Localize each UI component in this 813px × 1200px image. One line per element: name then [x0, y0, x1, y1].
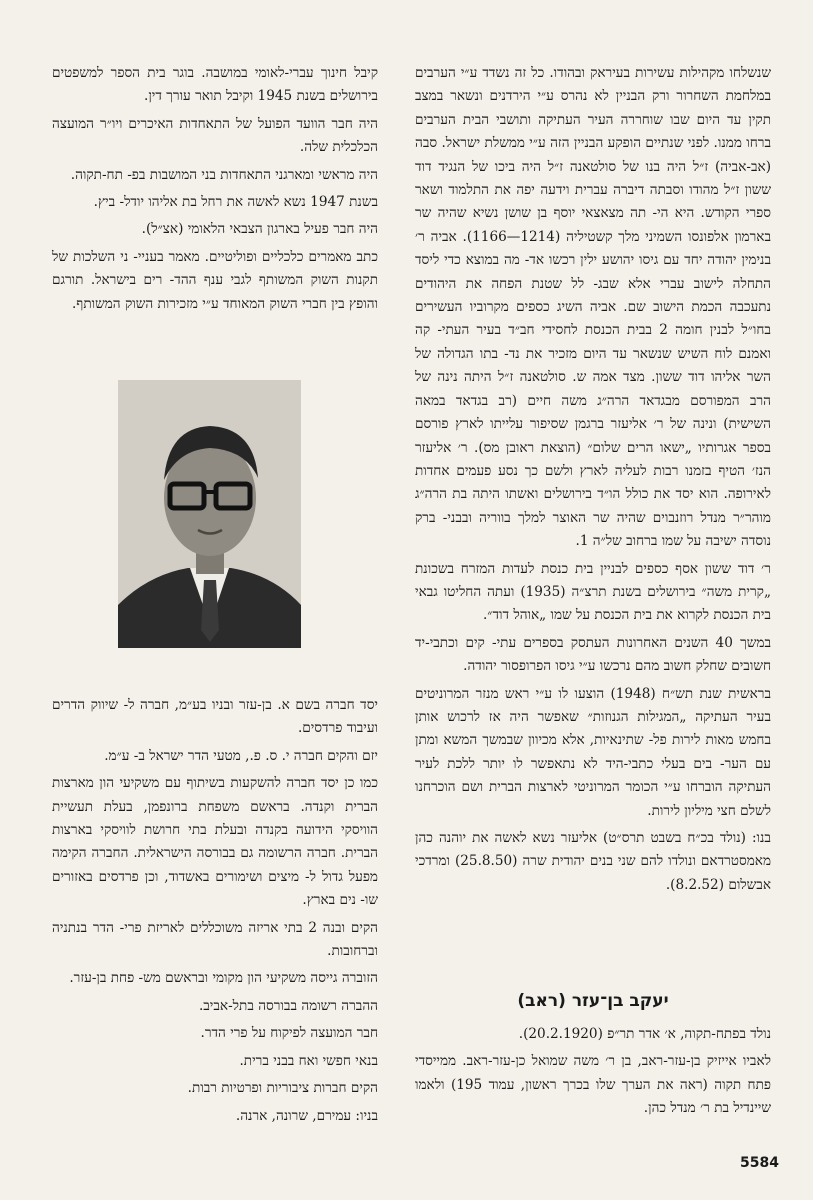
left-paragraph: יסד חברה בשם א. בן-עזר ובניו בע״מ, חברה ל- שיווק הדרים ועיבוד פרדסים. — [52, 697, 378, 737]
left-top-column — [52, 62, 378, 320]
portrait-photo — [118, 380, 301, 648]
left-paragraph: בשנת 1947 נשא לאשה את רחל בת אליהו יודל- ביץ. — [93, 194, 378, 211]
left-paragraph: יזם והקים חברה י. ס. פ., מטעי הדר ישראל ב- ע״מ. — [104, 747, 378, 764]
left-paragraph: כמו כן יסד חברה להשקעות בשיתוף עם משקיעי הון מארצות הברית וקנדה. בראשם משפחת ברונפמן, בעלת תעשיית הוויסקי הידועה בקנדה ובעלת בתי חרושת לוויסקי בארצות הברית. חברה הרשומה גם בבורסה הישראלית. החברה הקימה מפעל גדול ל- מיצים ושימורים באשדוד, וכן פרדסים באזורים שו- נים בארץ. — [52, 775, 378, 909]
left-paragraph: חבר המועצה לפיקוח על פרי הדר. — [200, 1025, 378, 1042]
bio-column — [415, 1023, 771, 1125]
left-paragraph: הזוברה גייסה משקיעי הון מקומי ובראשם מש- פחת בן-עזר. — [69, 970, 378, 987]
left-paragraph: הקים ובנה 2 בתי אריזה משוכללים לאריזת פרי- הדר בנתניה וברחובות. — [52, 919, 378, 960]
portrait-illustration — [118, 380, 301, 648]
right-paragraph: במשך 40 השנים האחרונות העתסק בספרים עתי- קים וכתבי-יד חשובים שחלק חשוב מהם נרכשו ע״י גיסו הפרופסור יהודה. — [415, 634, 772, 675]
left-paragraph: הקים חברות ציבוריות ופרטיות רבות. — [187, 1080, 378, 1097]
right-column — [415, 62, 771, 901]
right-paragraph: בנו: (נולד בכ״ח בשבט תרס״ט) אליעזר נשא לאשה את יוהנה כהן מאמסטרדאם ונולדו להם שני בנים יהודית שרה (25.8.50) ומרדכי אבשלום (8.2.52). — [415, 830, 771, 893]
left-paragraph: היה מראשי ומארגני התאחדות בני המושבות בפ- תח-תקוה. — [70, 166, 378, 183]
bio-paragraph: לאביו אייזיק בן-עזר-ראב, בן ר׳ משה שמואל כן-עזר-ראב. ממייסדי פתח תקוה (ראה את הערך שלו בכרך ראשון, עמוד 195) ולאמו שיינדיל בת ר׳ מנדל כהן. — [415, 1053, 772, 1117]
section-heading: יעקב בן־עזר (ראב) — [517, 991, 669, 1011]
left-paragraph: בניו: עמירם, שרונה, ארנה. — [235, 1107, 378, 1124]
left-paragraph: היה חבר הוועד הפועל של התאחדות האיכרים ויו״ר המועצה הכלכלית שלה. — [52, 115, 378, 156]
left-paragraph: בנאי חפשי ואח בבני ברית. — [239, 1052, 378, 1069]
left-paragraph: קיבל חינוך עברי-לאומי במושבה. בוגר בית הספר למשפטים בירושלים בשנת 1945 וקיבל תואר עורך דין. — [52, 65, 378, 105]
page-number: 5584 — [740, 1155, 779, 1171]
left-bottom-column — [52, 694, 378, 1132]
left-paragraph: היה חבר פעיל בארגון הצבאי הלאומי (אצ״ל). — [141, 221, 378, 238]
bio-paragraph: נולד בפתח-תקוה, א׳ אדר תר״פ (20.2.1920). — [518, 1026, 771, 1042]
right-paragraph: בראשית שנת תש״ח (1948) הוצעו לו ע״י ראש מנזר המרוניטים בעיר העתיקה „המגילות הגנוזות״ שאפשר היה אז לרכוש אותן בחמש מאות לירות פל- שתינאיות, אלא מכיוון שבמשך המשא ומתן עם הער- בים בעלי כתבי-היד לא נתאפשר לו יותר ללכת לעיר העתיקה הוברחו ע״י הכומר המרוניטי לארצות הברית ושם הוכרחנו לשלם חצי מיליון לירות. — [415, 685, 771, 819]
right-paragraph: ר׳ דוד ששון אסף כספים לבניין בית כנסת לעדות המזרח בשכונת „קרית משה״ בירושלים בשנת תרצ״ה (1935) ועתה החליטו גבאי בית הכנסת לקרוא את בית הכנסת על שמו „אוהל דוד״. — [415, 560, 771, 624]
left-paragraph: כתב מאמרים כלכליים ופוליטיים. מאמר בעניי- ני השלכות של תקנות השוק המשותף לגבי ענף ההד- רים בישראל. תורגם והופץ בין חברי השוק המאוחד ע״י מזכירות השוק המשותף. — [52, 248, 378, 312]
right-paragraph: שנשלחו מקהילות עשירות בעיראק ובהודו. כל זה נשדד ע״י הערבים במלחמת השחרור ורק הבניין לא נהרס ע״י הירדנים ונשאר במצב תקין עד היום שבו שוחררה העיר העתיקה ותושבי הבית הערבים ברחו ממנו. לפני שנתיים הופקע הבניין הזה ע״י ממשלת ישראל. סבה (אב-אביה) ז״ל היה בנו של סולטאנה ז״ל היה ביכו של הנגיד דוד ששון ז״ל מהודו וסבתה דיברה עברית וידעה יפה את התלמוד ושאר ספרי הקודש. היא הי- תה מצאצאי יוסף בן שושן נשיא שהיה שר בארמון אלפונסו השמיני מלך קשטיליה (1214—1166). אביה ר׳ בנימין יהודה יחד עם גיסו יהושע ילין רכשו אד- מה במוצא כדי ליסד התחלה לישוב עברי אלא שבג- לל שטנת הפחה את היהודים נתעכבה הכמת הישוב שם. אביה השיג כספים מקרוביו העשירים בחו״ל לבנין חומה 2 בבית הכנסת לחסידי חב״ד בעיר העתי- קה ואמנם לוח השיש שנשאר עד היום מזכיר את נד- בתו הגדולה של השר אליהו דוד ששון. מצד אמה ש. סולטאנה ז״ל היתה נינה של הרב המפורסם מבגדאד הרה״ג משה חיים (רב בגדאד במאה השישית) ונינה של ר׳ אליעזר ברגמן שסיפור עלייתו לארץ פורסם בספר אגרותיו „ישאו הרים שלום״ (הוצאת ראובן מס). ר׳ אליעזר הנז׳ הטיף בזמנו רבות לעליה לארץ ולשם כך נסע פעמים אחדות לאירופה. הוא יסד את כולל הו״ד בירושלים ואשתו היתה בת הרה״ג מוהר״ר מנדל רוזנבוים שהיה שר האוצר למלך בווריה ובבני- ברק נוסדה ישיבה על שמו ברחוב של״ה 1. — [415, 65, 771, 550]
left-paragraph: ההברה רשומה בבורסה בתל-אביב. — [198, 997, 378, 1014]
